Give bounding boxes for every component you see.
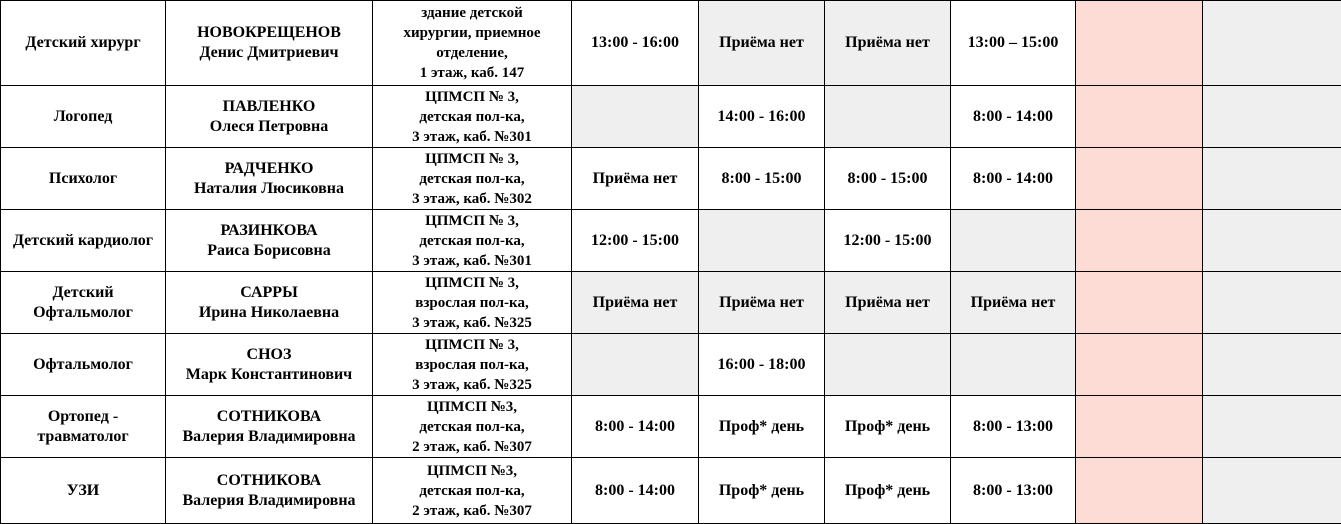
location-line: ЦПМСП №3, xyxy=(375,397,569,417)
doctor-given-name: Валерия Владимировна xyxy=(168,491,370,511)
location-line: 3 этаж, каб. №325 xyxy=(375,375,569,395)
schedule-slot-1 xyxy=(572,86,699,148)
specialty-line: Детский хирург xyxy=(3,33,163,53)
schedule-slot-6 xyxy=(1203,1,1341,86)
schedule-slot-1: Приёма нет xyxy=(572,148,699,210)
doctor-cell xyxy=(166,334,373,396)
location-line: 3 этаж, каб. №301 xyxy=(375,251,569,271)
schedule-slot-2: 14:00 - 16:00 xyxy=(699,86,825,148)
schedule-slot-5 xyxy=(1076,396,1203,458)
doctor-surname: РАДЧЕНКО xyxy=(168,159,370,179)
location-cell xyxy=(373,334,572,396)
doctor-cell xyxy=(166,148,373,210)
location-cell xyxy=(373,1,572,86)
specialty-line: Детский xyxy=(3,283,163,303)
location-line: 3 этаж, каб. №302 xyxy=(375,189,569,209)
doctor-surname: РАЗИНКОВА xyxy=(168,221,370,241)
doctor-given-name: Раиса Борисовна xyxy=(168,241,370,261)
location-line: детская пол-ка, xyxy=(375,107,569,127)
doctor-cell xyxy=(166,86,373,148)
schedule-slot-3: Приёма нет xyxy=(825,272,951,334)
schedule-slot-2: 16:00 - 18:00 xyxy=(699,334,825,396)
schedule-slot-3: 12:00 - 15:00 xyxy=(825,210,951,272)
specialty-line: Психолог xyxy=(3,169,163,189)
location-line: хирургии, приемное xyxy=(375,23,569,43)
schedule-slot-1: Приёма нет xyxy=(572,272,699,334)
location-line: ЦПМСП №3, xyxy=(375,461,569,481)
schedule-slot-1: 8:00 - 14:00 xyxy=(572,458,699,524)
table-row xyxy=(1,1,1341,86)
table-row xyxy=(1,86,1341,148)
location-cell xyxy=(373,210,572,272)
schedule-slot-5 xyxy=(1076,210,1203,272)
schedule-slot-3 xyxy=(825,86,951,148)
schedule-slot-6 xyxy=(1203,272,1341,334)
table-row xyxy=(1,272,1341,334)
schedule-slot-2 xyxy=(699,210,825,272)
specialty-cell xyxy=(1,148,166,210)
specialty-line: Офтальмолог xyxy=(3,303,163,323)
specialty-line: Ортопед - xyxy=(3,407,163,427)
location-line: здание детской xyxy=(375,3,569,23)
location-line: детская пол-ка, xyxy=(375,231,569,251)
location-cell xyxy=(373,272,572,334)
doctor-surname: САРРЫ xyxy=(168,283,370,303)
schedule-slot-5 xyxy=(1076,272,1203,334)
location-line: детская пол-ка, xyxy=(375,481,569,501)
schedule-slot-5 xyxy=(1076,334,1203,396)
location-line: взрослая пол-ка, xyxy=(375,355,569,375)
location-line: ЦПМСП № 3, xyxy=(375,149,569,169)
location-line: ЦПМСП № 3, xyxy=(375,211,569,231)
schedule-slot-5 xyxy=(1076,148,1203,210)
table-row xyxy=(1,210,1341,272)
schedule-slot-3: Проф* день xyxy=(825,458,951,524)
specialty-cell xyxy=(1,272,166,334)
schedule-slot-4: 13:00 – 15:00 xyxy=(951,1,1076,86)
schedule-slot-2: 8:00 - 15:00 xyxy=(699,148,825,210)
table-row xyxy=(1,148,1341,210)
schedule-slot-2: Проф* день xyxy=(699,396,825,458)
location-line: ЦПМСП № 3, xyxy=(375,273,569,293)
schedule-slot-5 xyxy=(1076,458,1203,524)
schedule-slot-4: 8:00 - 13:00 xyxy=(951,458,1076,524)
specialty-cell xyxy=(1,334,166,396)
schedule-slot-3: Приёма нет xyxy=(825,1,951,86)
schedule-slot-6 xyxy=(1203,210,1341,272)
location-line: взрослая пол-ка, xyxy=(375,293,569,313)
doctor-given-name: Наталия Люсиковна xyxy=(168,179,370,199)
schedule-slot-1 xyxy=(572,334,699,396)
location-cell xyxy=(373,396,572,458)
specialty-line: травматолог xyxy=(3,427,163,447)
schedule-slot-6 xyxy=(1203,334,1341,396)
doctor-cell xyxy=(166,458,373,524)
specialty-line: Детский кардиолог xyxy=(3,231,163,251)
location-cell xyxy=(373,148,572,210)
location-line: ЦПМСП № 3, xyxy=(375,87,569,107)
schedule-slot-3: 8:00 - 15:00 xyxy=(825,148,951,210)
schedule-body xyxy=(1,1,1341,524)
specialty-cell xyxy=(1,396,166,458)
doctor-surname: СОТНИКОВА xyxy=(168,471,370,491)
doctor-cell xyxy=(166,272,373,334)
schedule-slot-1: 12:00 - 15:00 xyxy=(572,210,699,272)
specialty-line: УЗИ xyxy=(3,481,163,501)
location-cell xyxy=(373,458,572,524)
location-line: отделение, xyxy=(375,43,569,63)
specialty-cell xyxy=(1,210,166,272)
doctor-surname: СОТНИКОВА xyxy=(168,407,370,427)
schedule-slot-1: 13:00 - 16:00 xyxy=(572,1,699,86)
doctor-cell xyxy=(166,210,373,272)
location-line: 2 этаж, каб. №307 xyxy=(375,437,569,457)
doctor-given-name: Олеся Петровна xyxy=(168,117,370,137)
schedule-slot-2: Приёма нет xyxy=(699,1,825,86)
schedule-slot-4: 8:00 - 14:00 xyxy=(951,148,1076,210)
doctor-surname: ПАВЛЕНКО xyxy=(168,97,370,117)
schedule-slot-6 xyxy=(1203,148,1341,210)
doctor-given-name: Ирина Николаевна xyxy=(168,303,370,323)
location-line: 1 этаж, каб. 147 xyxy=(375,63,569,83)
specialty-cell xyxy=(1,86,166,148)
schedule-slot-2: Приёма нет xyxy=(699,272,825,334)
doctor-cell xyxy=(166,1,373,86)
specialty-line: Логопед xyxy=(3,107,163,127)
location-line: 3 этаж, каб. №301 xyxy=(375,127,569,147)
schedule-slot-6 xyxy=(1203,86,1341,148)
schedule-slot-4: Приёма нет xyxy=(951,272,1076,334)
schedule-slot-4 xyxy=(951,334,1076,396)
schedule-slot-6 xyxy=(1203,458,1341,524)
location-cell xyxy=(373,86,572,148)
doctor-given-name: Марк Константинович xyxy=(168,365,370,385)
location-line: 3 этаж, каб. №325 xyxy=(375,313,569,333)
location-line: ЦПМСП № 3, xyxy=(375,335,569,355)
schedule-slot-5 xyxy=(1076,1,1203,86)
schedule-slot-1: 8:00 - 14:00 xyxy=(572,396,699,458)
specialty-cell xyxy=(1,1,166,86)
schedule-slot-3: Проф* день xyxy=(825,396,951,458)
doctor-given-name: Денис Дмитриевич xyxy=(168,43,370,63)
location-line: детская пол-ка, xyxy=(375,417,569,437)
specialty-line: Офтальмолог xyxy=(3,355,163,375)
location-line: 2 этаж, каб. №307 xyxy=(375,501,569,521)
doctor-surname: НОВОКРЕЩЕНОВ xyxy=(168,23,370,43)
table-row xyxy=(1,396,1341,458)
schedule-slot-4: 8:00 - 13:00 xyxy=(951,396,1076,458)
schedule-slot-5 xyxy=(1076,86,1203,148)
table-row xyxy=(1,458,1341,524)
doctor-cell xyxy=(166,396,373,458)
location-line: детская пол-ка, xyxy=(375,169,569,189)
table-row xyxy=(1,334,1341,396)
schedule-slot-4 xyxy=(951,210,1076,272)
schedule-slot-2: Проф* день xyxy=(699,458,825,524)
schedule-slot-6 xyxy=(1203,396,1341,458)
doctor-given-name: Валерия Владимировна xyxy=(168,427,370,447)
specialty-cell xyxy=(1,458,166,524)
doctor-surname: СНОЗ xyxy=(168,345,370,365)
schedule-slot-3 xyxy=(825,334,951,396)
schedule-slot-4: 8:00 - 14:00 xyxy=(951,86,1076,148)
